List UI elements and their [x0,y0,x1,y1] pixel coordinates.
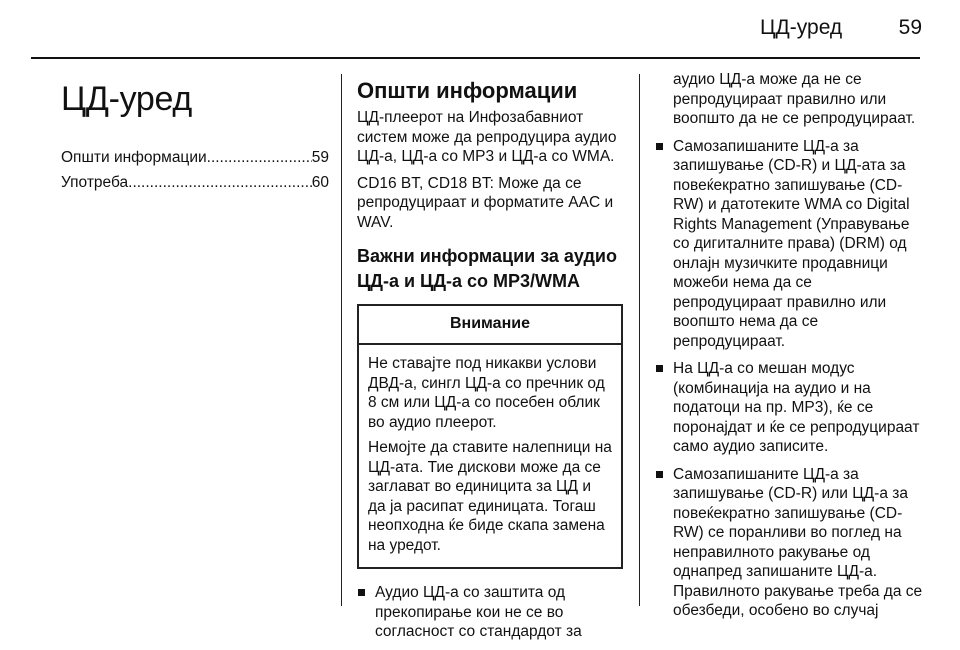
list-item [655,137,925,352]
list-item-text: Самозапишаните ЦД-а за запишување (CD-R) или ЦД-а за повеќекратно запишување (CD-RW) се поранливи во поглед на неправилното ракување од однапред запишаните ЦД-а. Правилното ракување треба да се обезбеди, особено во случај [673,465,923,619]
continued-text: аудио ЦД-а може да не се репродуцираат правилно или воопшто да не се репродуцираат. [673,71,916,127]
toc-leader-dots [128,170,312,195]
subsection-heading: Важни информации за аудио ЦД-а и ЦД-а со MP3/WMA [357,246,617,291]
warning-paragraph: Не ставајте под никакви услови ДВД-а, сингл ЦД-а со пречник од 8 см или ЦД-а со посебен облик во аудио плеерот. [368,355,605,431]
list-item [357,583,623,642]
bullet-list [357,583,623,642]
bullet-square-icon [656,365,663,372]
list-item-text: На ЦД-а со мешан модус (комбинација на аудио и на податоци на пр. MP3), ќе се поронајдат и ќе се репродуцираат само аудио записите. [673,360,920,455]
toc-entry-label: Употреба [61,174,129,191]
running-header-title: ЦД-уред [760,16,843,39]
warning-paragraph: Немојте да ставите налепници на ЦД-ата. Тие дискови може да се заглават во единицита за ЦД и да ја расипат единицата. Тогаш неопходна ќе биде скапа замена на уредот. [368,439,612,554]
bullet-square-icon [358,589,365,596]
column-continued [655,70,925,629]
toc-entry-page: 59 [311,149,329,166]
page-number: 59 [898,16,922,39]
toc-entry-label: Општи информации [61,149,207,166]
bullet-list [655,137,925,621]
column-main [357,70,623,650]
section-heading: Општи информации [357,78,578,103]
bullet-square-icon [656,471,663,478]
body-paragraph: CD16 BT, CD18 BT: Може да се репродуцираат и форматите AAC и WAV. [357,174,614,231]
list-item [655,465,925,621]
header-divider [31,57,920,59]
warning-title: Внимание [359,306,621,345]
column-divider-left [341,74,342,606]
list-item-text: Самозапишаните ЦД-а за запишување (CD-R) и ЦД-ата за повеќекратно запишување (CD-RW) и датотеките WMA со Digital Rights Management (Управување со дигиталните права) (DRM) од онлајн музичките продавници можеби нема да се репродуцираат правилно или воопшто нема да се репродуцираат. [673,137,910,350]
bullet-square-icon [656,143,663,150]
chapter-title: ЦД-уред [61,80,192,118]
toc-entry[interactable] [61,170,329,195]
toc-entry[interactable] [61,145,329,170]
toc-entry-page: 60 [311,174,329,191]
column-divider-right [639,74,640,606]
body-paragraph: ЦД-плеерот на Инфозабавниот систем може да репродуцира аудио ЦД-а, ЦД-а со MP3 и ЦД-а со WMA. [357,109,617,165]
warning-box [357,304,623,569]
list-item [655,359,925,457]
column-toc [61,70,329,195]
list-item-text: Аудио ЦД-а со заштита од прекопирање кои не се во согласност со стандардот за [375,584,582,640]
warning-body [359,345,621,567]
toc-leader-dots [207,145,312,170]
